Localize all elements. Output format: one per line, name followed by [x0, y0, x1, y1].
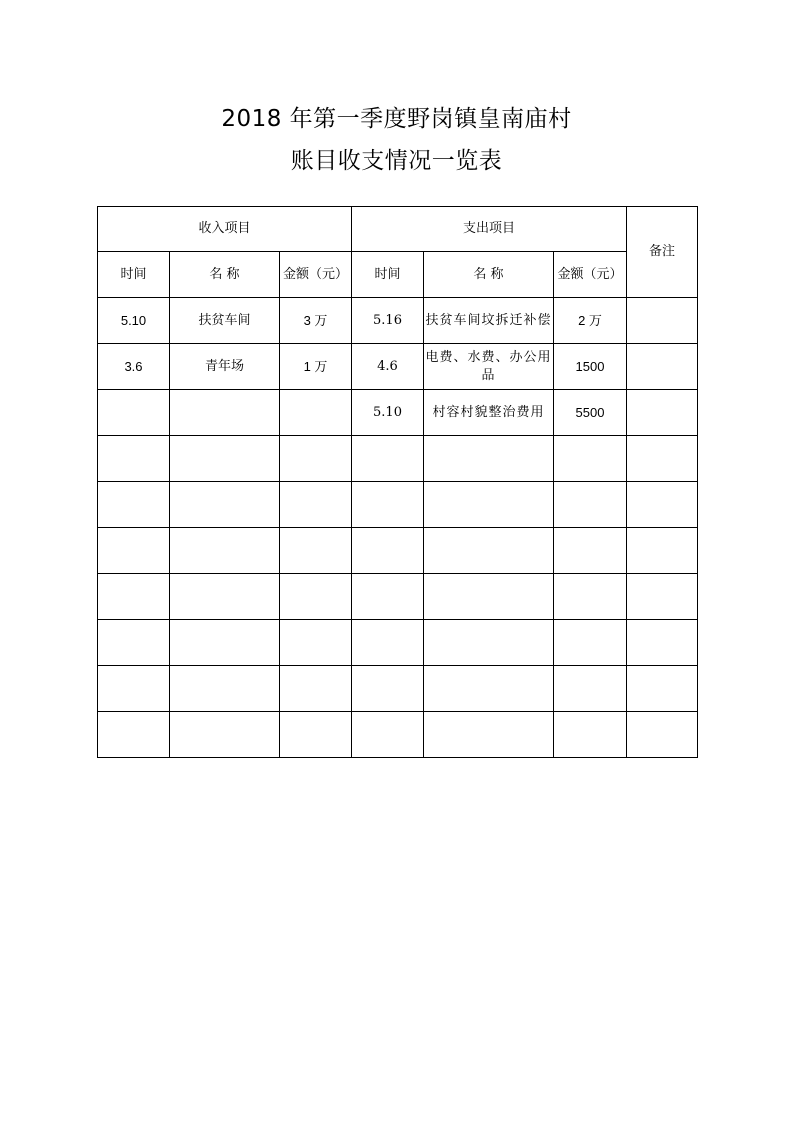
expense-name-cell	[424, 436, 554, 482]
expense-amount-cell	[554, 712, 627, 758]
expense-amount-cell	[554, 436, 627, 482]
income-name-cell	[170, 390, 280, 436]
remark-cell	[627, 298, 698, 344]
income-time-cell	[98, 436, 170, 482]
expense-name-header: 名 称	[424, 252, 554, 298]
expense-time-cell: 4.6	[352, 344, 424, 390]
income-name-cell	[170, 574, 280, 620]
expense-time-cell	[352, 482, 424, 528]
expense-name-cell: 扶贫车间坟拆迁补偿	[424, 298, 554, 344]
remark-cell	[627, 712, 698, 758]
expense-time-cell	[352, 528, 424, 574]
table-row	[98, 482, 698, 528]
document-title-line-1: 2018 年第一季度野岗镇皇南庙村	[221, 106, 572, 132]
expense-amount-cell: 2 万	[554, 298, 627, 344]
income-time-cell	[98, 482, 170, 528]
income-time-cell	[98, 712, 170, 758]
table-row	[98, 528, 698, 574]
remark-cell	[627, 528, 698, 574]
table-row	[98, 344, 698, 390]
remark-cell	[627, 344, 698, 390]
income-amount-cell	[280, 712, 352, 758]
income-amount-cell	[280, 390, 352, 436]
expense-time-cell: 5.10	[352, 390, 424, 436]
document-title-line-2: 账目收支情况一览表	[290, 148, 503, 174]
table-row	[98, 666, 698, 712]
expense-name-cell: 电费、水费、办公用品	[424, 344, 554, 390]
income-name-cell: 扶贫车间	[170, 298, 280, 344]
remark-header: 备注	[627, 207, 698, 298]
expense-time-header: 时间	[352, 252, 424, 298]
income-time-cell	[98, 574, 170, 620]
income-name-cell: 青年场	[170, 344, 280, 390]
table-row	[98, 436, 698, 482]
income-time-cell	[98, 666, 170, 712]
income-amount-header: 金额（元）	[280, 252, 352, 298]
table-row	[98, 390, 698, 436]
income-name-cell	[170, 482, 280, 528]
expense-name-cell	[424, 620, 554, 666]
remark-cell	[627, 620, 698, 666]
income-amount-cell	[280, 482, 352, 528]
income-time-cell: 3.6	[98, 344, 170, 390]
expense-amount-cell	[554, 482, 627, 528]
income-amount-cell: 3 万	[280, 298, 352, 344]
income-name-cell	[170, 620, 280, 666]
expense-amount-cell: 5500	[554, 390, 627, 436]
group-header-row	[98, 207, 698, 252]
expense-amount-cell: 1500	[554, 344, 627, 390]
table-row	[98, 298, 698, 344]
income-time-cell	[98, 620, 170, 666]
income-amount-cell	[280, 528, 352, 574]
table-row	[98, 620, 698, 666]
expense-name-cell: 村容村貌整治费用	[424, 390, 554, 436]
income-time-cell	[98, 390, 170, 436]
expense-name-cell	[424, 482, 554, 528]
expense-time-cell	[352, 620, 424, 666]
table-row	[98, 574, 698, 620]
income-amount-cell	[280, 574, 352, 620]
remark-cell	[627, 390, 698, 436]
expense-group-header: 支出项目	[352, 207, 627, 252]
expense-amount-cell	[554, 620, 627, 666]
income-name-cell	[170, 666, 280, 712]
expense-name-cell	[424, 574, 554, 620]
remark-cell	[627, 666, 698, 712]
income-group-header: 收入项目	[98, 207, 352, 252]
expense-time-cell	[352, 712, 424, 758]
income-amount-cell: 1 万	[280, 344, 352, 390]
column-header-row	[98, 252, 698, 298]
income-name-header: 名 称	[170, 252, 280, 298]
expense-time-cell	[352, 666, 424, 712]
expense-amount-cell	[554, 574, 627, 620]
expense-time-cell: 5.16	[352, 298, 424, 344]
expense-name-cell	[424, 528, 554, 574]
income-time-header: 时间	[98, 252, 170, 298]
income-amount-cell	[280, 620, 352, 666]
income-name-cell	[170, 712, 280, 758]
income-time-cell: 5.10	[98, 298, 170, 344]
remark-cell	[627, 482, 698, 528]
income-amount-cell	[280, 666, 352, 712]
expense-amount-cell	[554, 666, 627, 712]
income-amount-cell	[280, 436, 352, 482]
expense-name-cell	[424, 666, 554, 712]
income-name-cell	[170, 528, 280, 574]
expense-time-cell	[352, 436, 424, 482]
ledger-table	[97, 206, 698, 758]
income-time-cell	[98, 528, 170, 574]
expense-amount-header: 金额（元）	[554, 252, 627, 298]
remark-cell	[627, 436, 698, 482]
expense-time-cell	[352, 574, 424, 620]
table-row	[98, 712, 698, 758]
remark-cell	[627, 574, 698, 620]
expense-name-cell	[424, 712, 554, 758]
income-name-cell	[170, 436, 280, 482]
expense-amount-cell	[554, 528, 627, 574]
